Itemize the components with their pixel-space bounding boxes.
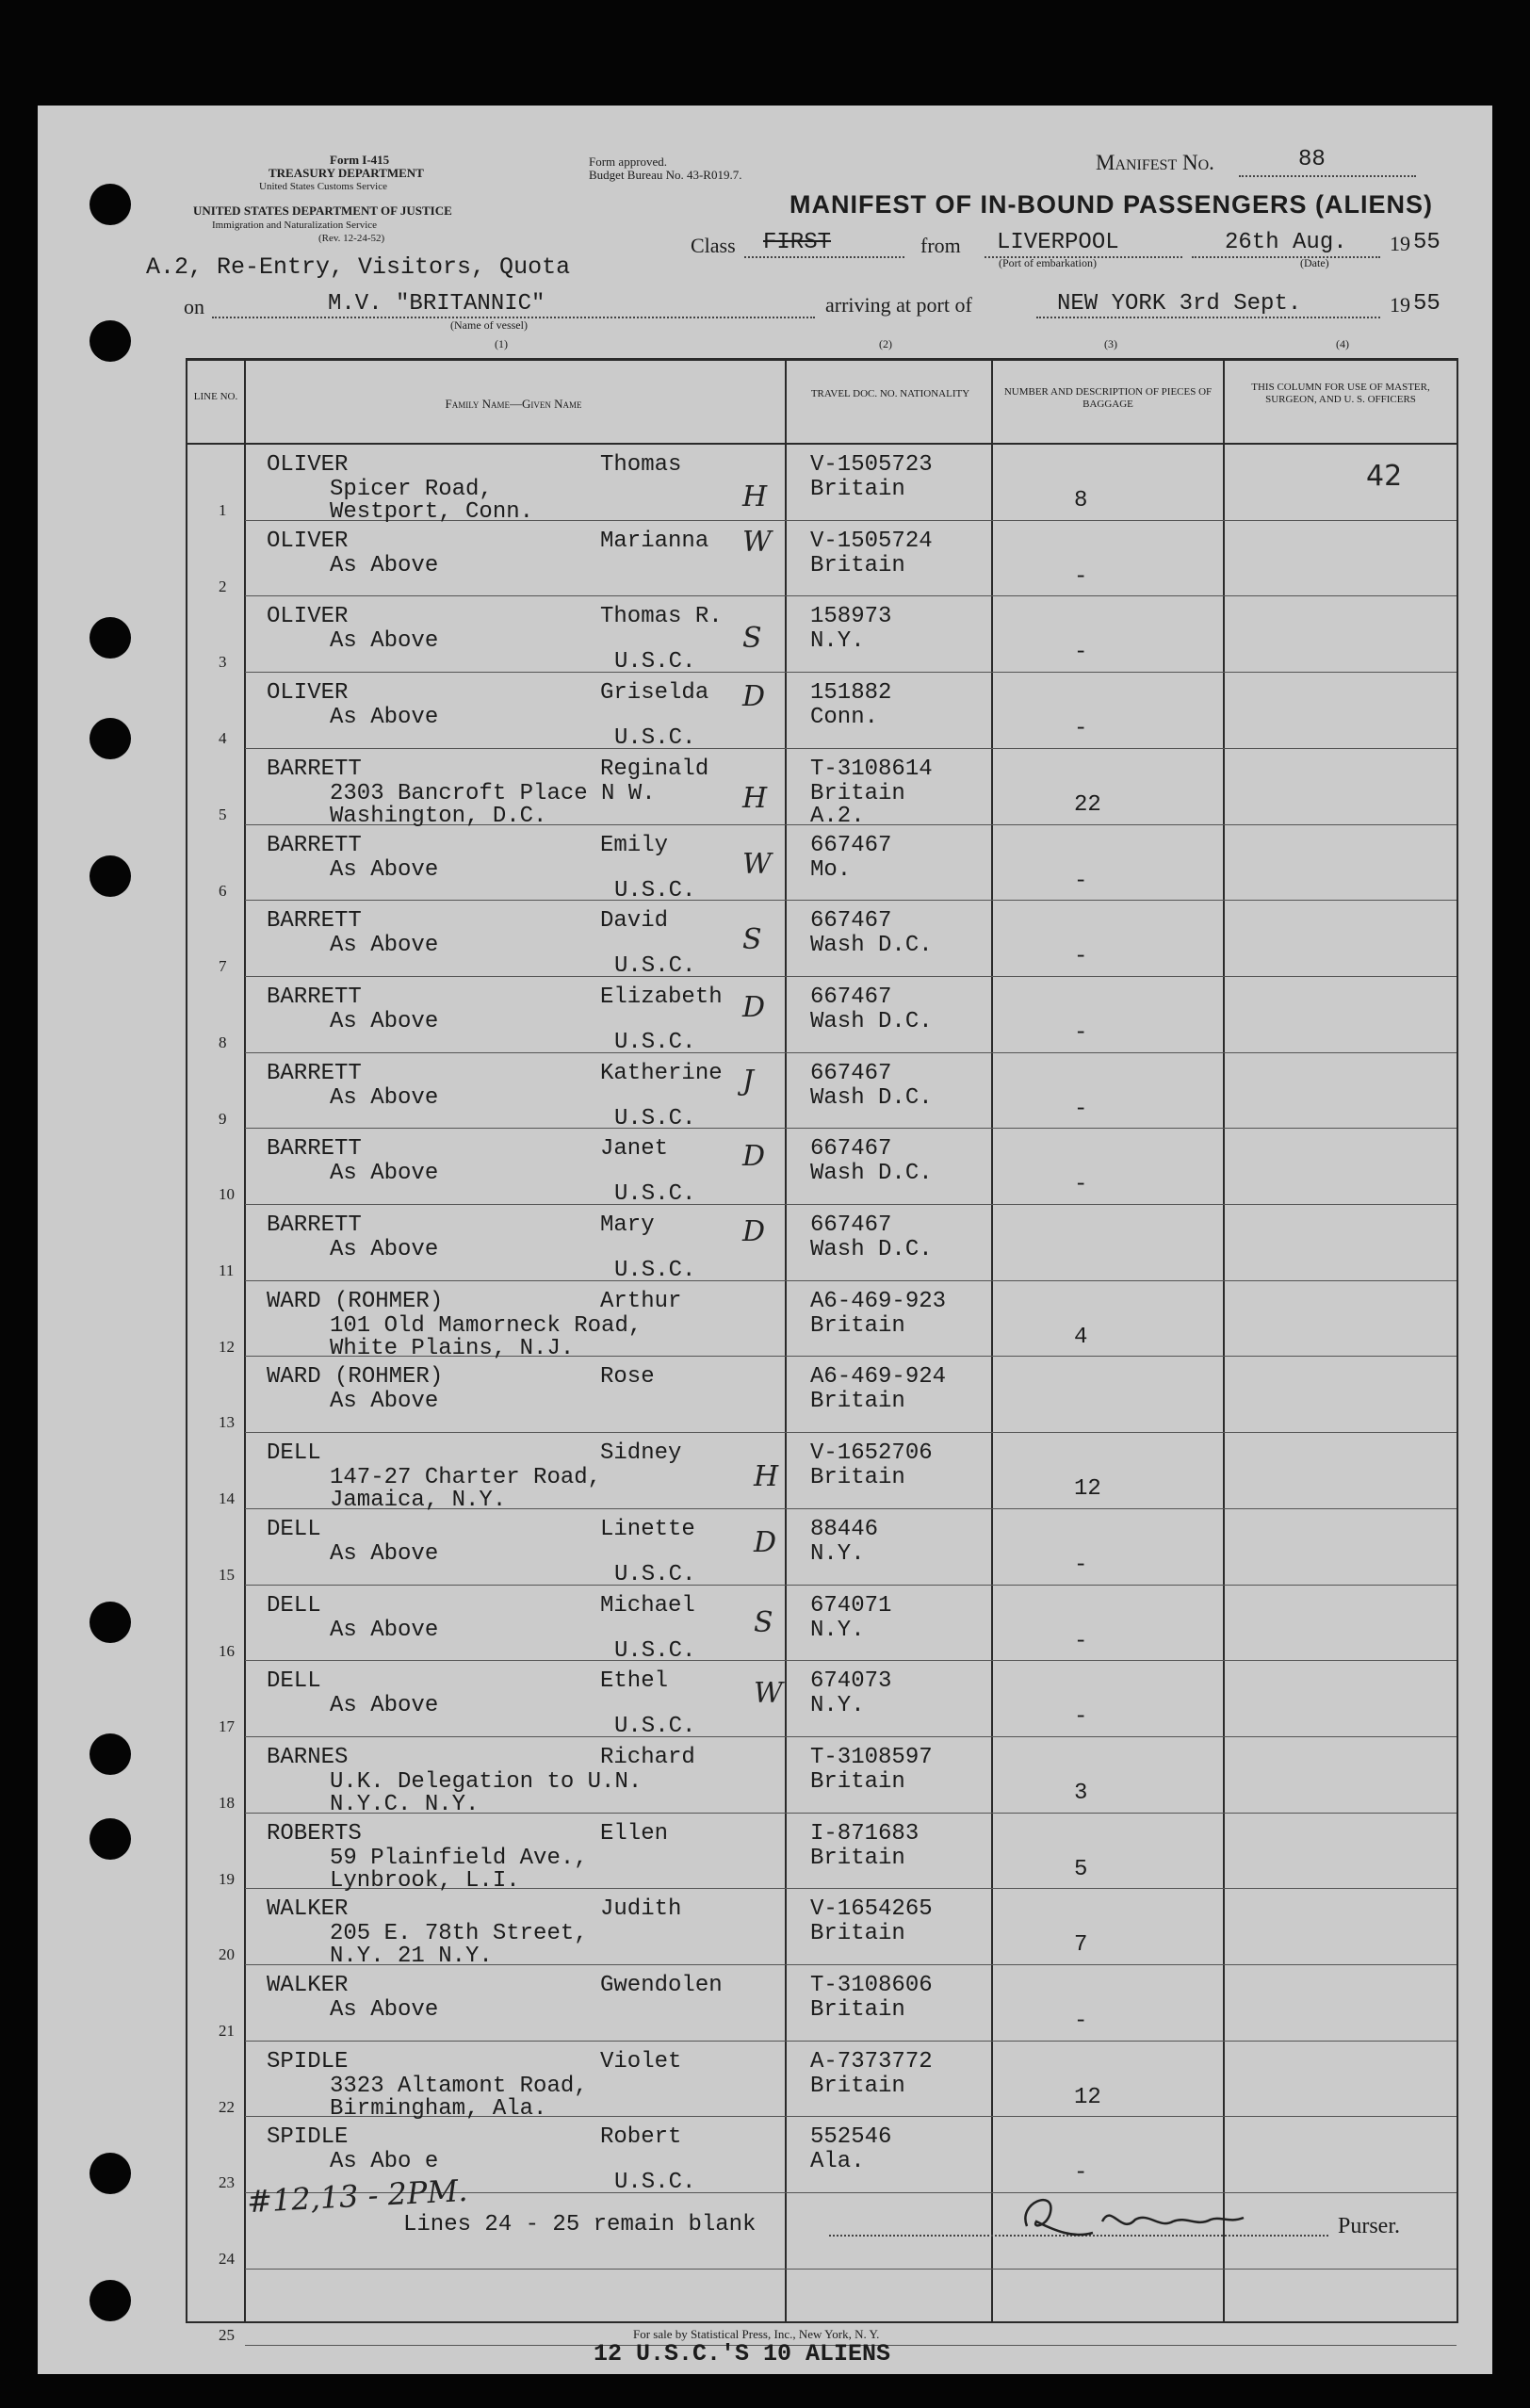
line-number: 21 bbox=[219, 2022, 235, 2040]
family-name: BARRETT bbox=[267, 832, 362, 858]
row-divider bbox=[245, 1128, 1457, 1129]
line-number: 10 bbox=[219, 1185, 235, 1204]
punch-hole bbox=[90, 1818, 131, 1860]
manifest-title: MANIFEST OF IN-BOUND PASSENGERS (ALIENS) bbox=[789, 190, 1434, 219]
line-number: 5 bbox=[219, 805, 227, 823]
citizenship-mark: U.S.C. bbox=[614, 1029, 696, 1055]
baggage-count: 22 bbox=[1074, 791, 1101, 818]
address-line-1: 2303 Bancroft Place N W. bbox=[330, 780, 656, 806]
row-divider bbox=[245, 2269, 1457, 2270]
nationality: Britain bbox=[810, 1389, 905, 1415]
travel-doc-number: 667467 bbox=[810, 908, 892, 935]
line-number: 13 bbox=[219, 1413, 235, 1432]
role-mark: W bbox=[742, 526, 772, 559]
role-mark: J bbox=[742, 1065, 755, 1098]
arrival-year-suffix: 55 bbox=[1413, 291, 1440, 317]
family-name: OLIVER bbox=[267, 452, 349, 478]
punch-hole bbox=[90, 855, 131, 897]
year-suffix: 55 bbox=[1413, 230, 1440, 255]
nationality: Britain bbox=[810, 1768, 905, 1795]
row-divider bbox=[245, 748, 1457, 749]
address-line-1: As Above bbox=[330, 1997, 439, 2023]
baggage-count: - bbox=[1074, 563, 1088, 590]
approval-line-2: Budget Bureau No. 43-R019.7. bbox=[589, 168, 742, 182]
category-note: A.2, Re-Entry, Visitors, Quota bbox=[146, 253, 571, 281]
nationality: N.Y. bbox=[810, 1617, 865, 1643]
travel-doc-number: A6-469-923 bbox=[810, 1288, 947, 1314]
given-name: Ethel bbox=[600, 1668, 669, 1695]
handwritten-note: #12,13 - 2PM. bbox=[246, 2172, 469, 2221]
row-divider bbox=[245, 1052, 1457, 1053]
dept-line-2: United States Customs Service bbox=[259, 181, 387, 192]
role-mark: W bbox=[742, 848, 772, 881]
baggage-count: - bbox=[1074, 2160, 1088, 2187]
given-name: Reginald bbox=[600, 756, 709, 782]
travel-doc-number: V-1652706 bbox=[810, 1440, 933, 1467]
line-number: 3 bbox=[219, 653, 227, 672]
baggage-count: - bbox=[1074, 1096, 1088, 1122]
address-line-1: As Abo e bbox=[330, 2149, 439, 2175]
printer-credit: For sale by Statistical Press, Inc., New York, N. Y. bbox=[633, 2327, 880, 2341]
class-label: Class bbox=[691, 234, 736, 257]
line-number: 24 bbox=[219, 2250, 235, 2269]
baggage-count: 12 bbox=[1074, 2084, 1101, 2110]
nationality: Britain bbox=[810, 1465, 905, 1491]
family-name: WALKER bbox=[267, 1973, 349, 1998]
address-line-2: Lynbrook, L.I. bbox=[330, 1867, 520, 1894]
given-name: Katherine bbox=[600, 1060, 723, 1086]
address-line-1: As Above bbox=[330, 552, 439, 578]
given-name: Violet bbox=[600, 2048, 682, 2074]
punch-hole bbox=[90, 184, 131, 225]
date-line bbox=[1192, 256, 1380, 258]
citizenship-mark: U.S.C. bbox=[614, 725, 696, 752]
purser-label: Purser. bbox=[1338, 2214, 1400, 2238]
travel-doc-number: V-1654265 bbox=[810, 1896, 933, 1923]
travel-doc-number: 667467 bbox=[810, 1136, 892, 1163]
table-bottom-border bbox=[186, 2321, 1457, 2323]
given-name: Mary bbox=[600, 1212, 655, 1238]
line-number: 8 bbox=[219, 1033, 227, 1051]
nationality: Wash D.C. bbox=[810, 1161, 933, 1187]
travel-doc-number: 667467 bbox=[810, 984, 892, 1010]
family-name: WARD (ROHMER) bbox=[267, 1288, 444, 1314]
family-name: BARNES bbox=[267, 1744, 349, 1770]
col-number-1: (1) bbox=[495, 337, 508, 350]
family-name: DELL bbox=[267, 1516, 321, 1542]
header-official-use: THIS COLUMN FOR USE OF MASTER, SURGEON, AND U. S. OFFICERS bbox=[1251, 382, 1430, 405]
manifest-number-label: Manifest No. bbox=[1096, 151, 1214, 174]
given-name: Elizabeth bbox=[600, 984, 723, 1010]
given-name: Rose bbox=[600, 1364, 655, 1391]
given-name: Emily bbox=[600, 832, 669, 858]
address-line-1: As Above bbox=[330, 1693, 439, 1719]
line-number: 25 bbox=[219, 2325, 235, 2344]
year-prefix: 19 bbox=[1390, 232, 1410, 255]
citizenship-mark: U.S.C. bbox=[614, 877, 696, 903]
line-number: 19 bbox=[219, 1869, 235, 1888]
travel-doc-number: V-1505724 bbox=[810, 528, 933, 554]
row-divider bbox=[245, 2041, 1457, 2042]
line-number: 4 bbox=[219, 729, 227, 748]
address-line-1: As Above bbox=[330, 1540, 439, 1567]
arriving-label: arriving at port of bbox=[825, 293, 972, 317]
role-mark: S bbox=[754, 1606, 773, 1639]
citizenship-mark: U.S.C. bbox=[614, 1637, 696, 1664]
manifest-number-line bbox=[1239, 175, 1416, 177]
family-name: BARRETT bbox=[267, 1212, 362, 1238]
travel-doc-number: T-3108606 bbox=[810, 1973, 933, 1998]
nationality: Wash D.C. bbox=[810, 933, 933, 959]
class-value: FIRST bbox=[763, 230, 832, 255]
date-value: 26th Aug. bbox=[1225, 230, 1347, 255]
family-name: BARRETT bbox=[267, 984, 362, 1010]
travel-doc-number: 151882 bbox=[810, 680, 892, 707]
nationality: Ala. bbox=[810, 2149, 865, 2175]
role-mark: H bbox=[754, 1460, 779, 1493]
line-number: 1 bbox=[219, 501, 227, 519]
baggage-count: - bbox=[1074, 640, 1088, 666]
baggage-count: 4 bbox=[1074, 1324, 1088, 1350]
given-name: Linette bbox=[600, 1516, 695, 1542]
address-line-1: 3323 Altamont Road, bbox=[330, 2073, 588, 2099]
approval-line-1: Form approved. bbox=[589, 155, 668, 169]
family-name: SPIDLE bbox=[267, 2048, 349, 2074]
address-line-1: 59 Plainfield Ave., bbox=[330, 1845, 588, 1871]
line-number: 6 bbox=[219, 881, 227, 900]
given-name: Marianna bbox=[600, 528, 709, 554]
nationality: Wash D.C. bbox=[810, 1084, 933, 1111]
nationality: Mo. bbox=[810, 856, 852, 883]
arrival-year-prefix: 19 bbox=[1390, 293, 1410, 317]
address-line-2: Birmingham, Ala. bbox=[330, 2095, 547, 2122]
family-name: DELL bbox=[267, 1440, 321, 1467]
col-divider-line-no bbox=[244, 358, 246, 2323]
address-line-1: As Above bbox=[330, 1084, 439, 1111]
col-divider-name bbox=[785, 358, 787, 2323]
family-name: BARRETT bbox=[267, 908, 362, 935]
travel-doc-number: A6-469-924 bbox=[810, 1364, 947, 1391]
arrival-line bbox=[1036, 317, 1380, 318]
family-name: OLIVER bbox=[267, 528, 349, 554]
line-number: 16 bbox=[219, 1641, 235, 1660]
line-number: 12 bbox=[219, 1337, 235, 1356]
row-divider bbox=[245, 900, 1457, 901]
given-name: Richard bbox=[600, 1744, 695, 1770]
baggage-count: - bbox=[1074, 1552, 1088, 1578]
line-number: 14 bbox=[219, 1489, 235, 1508]
punch-hole bbox=[90, 617, 131, 659]
nationality: N.Y. bbox=[810, 628, 865, 655]
manifest-number-value: 88 bbox=[1298, 147, 1326, 172]
address-line-2: N.Y.C. N.Y. bbox=[330, 1791, 480, 1817]
family-name: BARRETT bbox=[267, 1060, 362, 1086]
nationality: Britain bbox=[810, 552, 905, 578]
nationality: Britain bbox=[810, 1921, 905, 1947]
travel-doc-number: 552546 bbox=[810, 2124, 892, 2151]
line-number: 23 bbox=[219, 2173, 235, 2192]
nationality: Britain bbox=[810, 477, 905, 502]
role-mark: D bbox=[754, 1526, 777, 1559]
role-mark: S bbox=[742, 622, 762, 655]
role-mark: D bbox=[742, 991, 766, 1024]
punch-hole bbox=[90, 2280, 131, 2321]
baggage-count: - bbox=[1074, 1628, 1088, 1654]
address-line-1: As Above bbox=[330, 1008, 439, 1034]
nationality: Britain bbox=[810, 780, 905, 806]
nationality: Britain bbox=[810, 1997, 905, 2023]
travel-doc-number: A-7373772 bbox=[810, 2048, 933, 2074]
address-line-1: 147-27 Charter Road, bbox=[330, 1465, 602, 1491]
address-line-1: U.K. Delegation to U.N. bbox=[330, 1768, 643, 1795]
role-mark: W bbox=[754, 1677, 783, 1710]
travel-doc-number: 88446 bbox=[810, 1516, 879, 1542]
blank-lines-note: Lines 24 - 25 remain blank bbox=[403, 2212, 757, 2237]
address-line-1: As Above bbox=[330, 1161, 439, 1187]
family-name: DELL bbox=[267, 1592, 321, 1619]
address-line-2: Jamaica, N.Y. bbox=[330, 1488, 507, 1514]
vessel-caption: (Name of vessel) bbox=[450, 318, 528, 332]
nationality-class: A.2. bbox=[810, 803, 865, 829]
travel-doc-number: 158973 bbox=[810, 604, 892, 630]
given-name: Robert bbox=[600, 2124, 682, 2151]
baggage-count: - bbox=[1074, 1704, 1088, 1731]
address-line-1: As Above bbox=[330, 933, 439, 959]
col-number-3: (3) bbox=[1104, 337, 1117, 350]
address-line-2: Washington, D.C. bbox=[330, 803, 547, 829]
travel-doc-number: I-871683 bbox=[810, 1820, 920, 1847]
header-baggage: NUMBER AND DESCRIPTION OF PIECES OF BAGGAGE bbox=[1003, 386, 1213, 410]
given-name: Judith bbox=[600, 1896, 682, 1923]
citizenship-mark: U.S.C. bbox=[614, 1105, 696, 1131]
citizenship-mark: U.S.C. bbox=[614, 2170, 696, 2196]
port-embarkation-value: LIVERPOOL bbox=[997, 230, 1119, 255]
family-name: OLIVER bbox=[267, 680, 349, 707]
nationality: Britain bbox=[810, 1845, 905, 1871]
table-right-border bbox=[1457, 358, 1458, 2323]
address-line-2: N.Y. 21 N.Y. bbox=[330, 1944, 493, 1970]
nationality: N.Y. bbox=[810, 1693, 865, 1719]
port-caption: (Port of embarkation) bbox=[999, 256, 1097, 269]
justice-line-2: Immigration and Naturalization Service bbox=[212, 220, 378, 231]
punch-hole bbox=[90, 718, 131, 759]
travel-doc-number: 667467 bbox=[810, 1212, 892, 1238]
address-line-1: Spicer Road, bbox=[330, 477, 493, 502]
given-name: Sidney bbox=[600, 1440, 682, 1467]
line-number: 20 bbox=[219, 1945, 235, 1964]
citizenship-mark: U.S.C. bbox=[614, 1561, 696, 1587]
punch-hole bbox=[90, 1733, 131, 1775]
citizenship-mark: U.S.C. bbox=[614, 649, 696, 675]
official-note: 42 bbox=[1366, 460, 1403, 493]
travel-doc-number: 674073 bbox=[810, 1668, 892, 1695]
travel-doc-number: T-3108614 bbox=[810, 756, 933, 782]
baggage-count: - bbox=[1074, 944, 1088, 970]
totals-footer: 12 U.S.C.'S 10 ALIENS bbox=[594, 2340, 891, 2367]
address-line-1: As Above bbox=[330, 705, 439, 731]
nationality: Wash D.C. bbox=[810, 1237, 933, 1262]
address-line-2: Westport, Conn. bbox=[330, 499, 534, 525]
citizenship-mark: U.S.C. bbox=[614, 1714, 696, 1740]
class-line bbox=[744, 256, 904, 258]
baggage-count: - bbox=[1074, 1172, 1088, 1198]
citizenship-mark: U.S.C. bbox=[614, 1181, 696, 1208]
address-line-1: As Above bbox=[330, 628, 439, 655]
baggage-count: 5 bbox=[1074, 1856, 1088, 1882]
given-name: Janet bbox=[600, 1136, 669, 1163]
arrival-port-date: NEW YORK 3rd Sept. bbox=[1057, 291, 1302, 317]
family-name: ROBERTS bbox=[267, 1820, 362, 1847]
line-number: 2 bbox=[219, 577, 227, 595]
table-header-border bbox=[186, 443, 1457, 445]
address-line-2: White Plains, N.J. bbox=[330, 1335, 575, 1361]
address-line-1: As Above bbox=[330, 1389, 439, 1415]
nationality: Britain bbox=[810, 1312, 905, 1339]
family-name: OLIVER bbox=[267, 604, 349, 630]
baggage-count: - bbox=[1074, 716, 1088, 742]
punch-hole bbox=[90, 1602, 131, 1643]
baggage-count: - bbox=[1074, 1019, 1088, 1046]
table-left-border bbox=[186, 358, 187, 2323]
citizenship-mark: U.S.C. bbox=[614, 1258, 696, 1283]
given-name: Arthur bbox=[600, 1288, 682, 1314]
header-line-no: LINE NO. bbox=[193, 391, 238, 402]
col-number-4: (4) bbox=[1336, 337, 1349, 350]
family-name: DELL bbox=[267, 1668, 321, 1695]
justice-line-3: (Rev. 12-24-52) bbox=[318, 233, 385, 244]
travel-doc-number: 667467 bbox=[810, 832, 892, 858]
row-divider bbox=[245, 672, 1457, 673]
family-name: WALKER bbox=[267, 1896, 349, 1923]
role-mark: H bbox=[742, 782, 768, 815]
line-number: 9 bbox=[219, 1109, 227, 1128]
role-mark: S bbox=[742, 923, 762, 956]
baggage-count: 8 bbox=[1074, 488, 1088, 513]
col-number-2: (2) bbox=[879, 337, 892, 350]
header-travel-doc: TRAVEL DOC. NO. NATIONALITY bbox=[810, 388, 970, 399]
dept-line-1: TREASURY DEPARTMENT bbox=[269, 166, 424, 180]
line-number: 22 bbox=[219, 2097, 235, 2116]
on-label: on bbox=[184, 295, 204, 318]
given-name: Ellen bbox=[600, 1820, 669, 1847]
row-divider bbox=[245, 1432, 1457, 1433]
citizenship-mark: U.S.C. bbox=[614, 953, 696, 980]
nationality: N.Y. bbox=[810, 1540, 865, 1567]
vessel-name: M.V. "BRITANNIC" bbox=[328, 291, 545, 317]
nationality: Britain bbox=[810, 2073, 905, 2099]
from-label: from bbox=[920, 234, 961, 257]
travel-doc-number: V-1505723 bbox=[810, 452, 933, 478]
row-divider bbox=[245, 595, 1457, 596]
role-mark: H bbox=[742, 480, 768, 513]
role-mark: D bbox=[742, 1215, 766, 1248]
date-caption: (Date) bbox=[1300, 256, 1329, 269]
given-name: Thomas bbox=[600, 452, 682, 478]
family-name: BARRETT bbox=[267, 756, 362, 782]
line-number: 7 bbox=[219, 957, 227, 976]
given-name: Gwendolen bbox=[600, 1973, 723, 1998]
punch-hole bbox=[90, 2153, 131, 2194]
row-divider bbox=[245, 1660, 1457, 1661]
address-line-1: As Above bbox=[330, 856, 439, 883]
given-name: Michael bbox=[600, 1592, 695, 1619]
address-line-1: 101 Old Mamorneck Road, bbox=[330, 1312, 643, 1339]
address-line-1: 205 E. 78th Street, bbox=[330, 1921, 588, 1947]
row-divider bbox=[245, 976, 1457, 977]
given-name: Thomas R. bbox=[600, 604, 723, 630]
table-top-border bbox=[186, 358, 1457, 361]
purser-signature bbox=[1017, 2184, 1262, 2250]
nationality: Wash D.C. bbox=[810, 1008, 933, 1034]
given-name: Griselda bbox=[600, 680, 709, 707]
line-number: 18 bbox=[219, 1793, 235, 1812]
row-divider bbox=[245, 1736, 1457, 1737]
baggage-count: 7 bbox=[1074, 1932, 1088, 1959]
punch-hole bbox=[90, 320, 131, 362]
row-divider bbox=[245, 1280, 1457, 1281]
line-number: 17 bbox=[219, 1717, 235, 1736]
address-line-1: As Above bbox=[330, 1237, 439, 1262]
col-divider-baggage bbox=[1223, 358, 1225, 2323]
col-divider-travel bbox=[991, 358, 993, 2323]
line-number: 11 bbox=[219, 1261, 235, 1279]
baggage-count: - bbox=[1074, 868, 1088, 894]
row-divider bbox=[245, 1204, 1457, 1205]
justice-line-1: UNITED STATES DEPARTMENT OF JUSTICE bbox=[193, 203, 452, 218]
family-name: BARRETT bbox=[267, 1136, 362, 1163]
nationality: Conn. bbox=[810, 705, 879, 731]
baggage-count: 3 bbox=[1074, 1780, 1088, 1806]
role-mark: D bbox=[742, 1140, 766, 1173]
address-line-1: As Above bbox=[330, 1617, 439, 1643]
line-number: 15 bbox=[219, 1565, 235, 1584]
travel-doc-number: 667467 bbox=[810, 1060, 892, 1086]
given-name: David bbox=[600, 908, 669, 935]
baggage-count: - bbox=[1074, 2009, 1088, 2034]
header-family-name: Family Name—Given Name bbox=[445, 397, 582, 411]
form-number: Form I-415 bbox=[330, 153, 390, 167]
row-divider bbox=[245, 1585, 1457, 1586]
travel-doc-number: 674071 bbox=[810, 1592, 892, 1619]
travel-doc-number: T-3108597 bbox=[810, 1744, 933, 1770]
role-mark: D bbox=[742, 680, 766, 713]
family-name: SPIDLE bbox=[267, 2124, 349, 2151]
baggage-count: 12 bbox=[1074, 1476, 1101, 1503]
family-name: WARD (ROHMER) bbox=[267, 1364, 444, 1391]
